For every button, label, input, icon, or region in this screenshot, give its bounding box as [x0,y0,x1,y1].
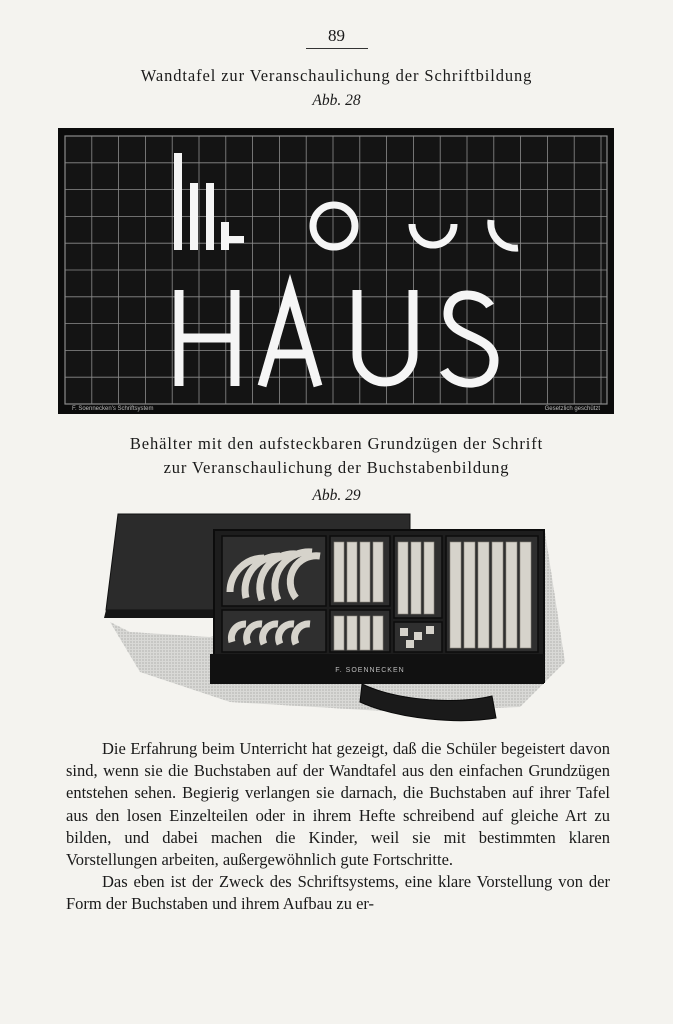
short-stroke-1 [221,222,229,250]
medium-stroke-1 [190,183,198,250]
figure-29-caption-line-2: zur Veranschaulichung der Buchstabenbildung [163,458,510,477]
figure-28-caption: Wandtafel zur Veranschaulichung der Schriftbildung [140,66,533,85]
board-footer-left: F. Soennecken's Schriftsystem [72,406,154,412]
short-stroke-2 [229,236,244,243]
letter-pieces-box-illustration [100,512,570,727]
figure-29-caption-line-1: Behälter mit den aufsteckbaren Grundzügen der Schrift [129,434,544,453]
figure-28-label: Abb. 28 [312,92,361,109]
blackboard-illustration [58,128,614,414]
board-footer-right: Gesetzlich geschützt [544,406,600,412]
box-label: F. SOENNECKEN [335,667,405,674]
paragraph-1: Die Erfahrung beim Unterricht hat gezeigt, daß die Schüler begeistert davon sind, wenn sie die Buchstaben auf der Wandtafel aus den einfachen Grundzügen entstehen sehen. Begierig verlangen sie darnach, die Buchstaben auf ihrer Tafel aus den losen Einzelteilen oder in ihrem Hefte schreibend auf gleiche Art zu bilden, und dabei machen die Kinder, weil sie mit bestimmten klaren Vorstellungen arbeiten, außergewöhnlich gute Fortschritte. [66,739,610,870]
page-number: 89 [328,26,345,45]
body-text [66,738,610,916]
letter-pieces-box-figure [100,512,570,727]
figure-29-label: Abb. 29 [312,487,361,504]
blackboard-figure [58,128,614,414]
medium-stroke-2 [206,183,214,250]
paragraph-2: Das eben ist der Zweck des Schriftsystems, eine klare Vorstellung von der Form der Buchstaben und ihrem Aufbau zu er- [66,872,610,914]
page-number-rule [306,48,368,49]
long-stroke-1 [174,153,182,250]
